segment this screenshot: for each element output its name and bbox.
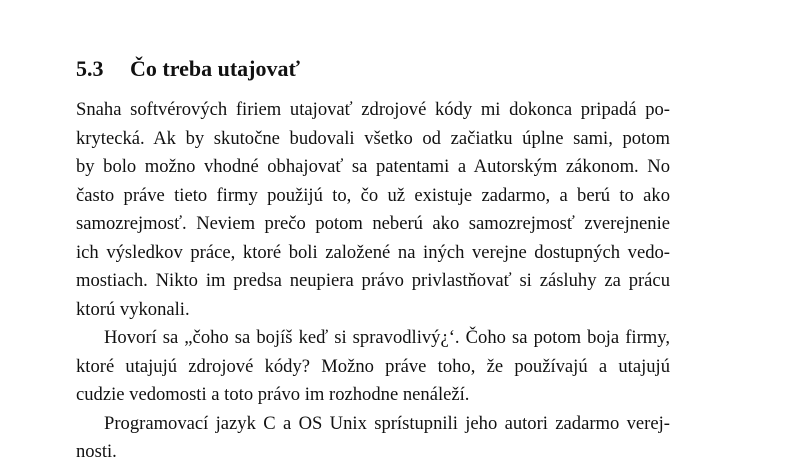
section-number: 5.3 xyxy=(76,56,104,81)
text-line: nosti. xyxy=(76,441,117,462)
text-line: krytecká. Ak by skutočne budovali všetko od začiatku úplne sami, potom xyxy=(76,127,670,149)
section-body xyxy=(76,96,670,467)
text-line: často práve tieto firmy použijú to, čo už existuje zadarmo, a berú to ako xyxy=(76,184,670,206)
text-line: samozrejmosť. Neviem prečo potom neberú ako samozrejmosť zverejnenie xyxy=(76,213,670,234)
paragraph xyxy=(76,410,670,467)
text-line: Hovorí sa „čoho sa bojíš keď si spravodlivý¿‘. Čoho sa potom boja firmy, xyxy=(104,327,670,348)
text-line: cudzie vedomosti a toto právo im rozhodne nenáleží. xyxy=(76,384,470,405)
text-line: ktorú vykonali. xyxy=(76,298,190,320)
section-title: Čo treba utajovať xyxy=(130,56,300,81)
text-line: Programovací jazyk C a OS Unix sprístupnili jeho autori zadarmo verej- xyxy=(104,412,670,434)
paragraph xyxy=(76,96,670,324)
text-line: by bolo možno vhodné obhajovať sa patentami a Autorským zákonom. No xyxy=(76,156,670,177)
paragraph xyxy=(76,324,670,410)
section-heading xyxy=(76,54,300,84)
text-line: mostiach. Nikto im predsa neupiera právo privlastňovať si zásluhy za prácu xyxy=(76,270,670,291)
text-line: ktoré utajujú zdrojové kódy? Možno práve toho, že používajú a utajujú xyxy=(76,355,670,377)
text-line: Snaha softvérových firiem utajovať zdrojové kódy mi dokonca pripadá po- xyxy=(76,99,670,120)
text-line: ich výsledkov práce, ktoré boli založené na iných verejne dostupných vedo- xyxy=(76,241,670,263)
